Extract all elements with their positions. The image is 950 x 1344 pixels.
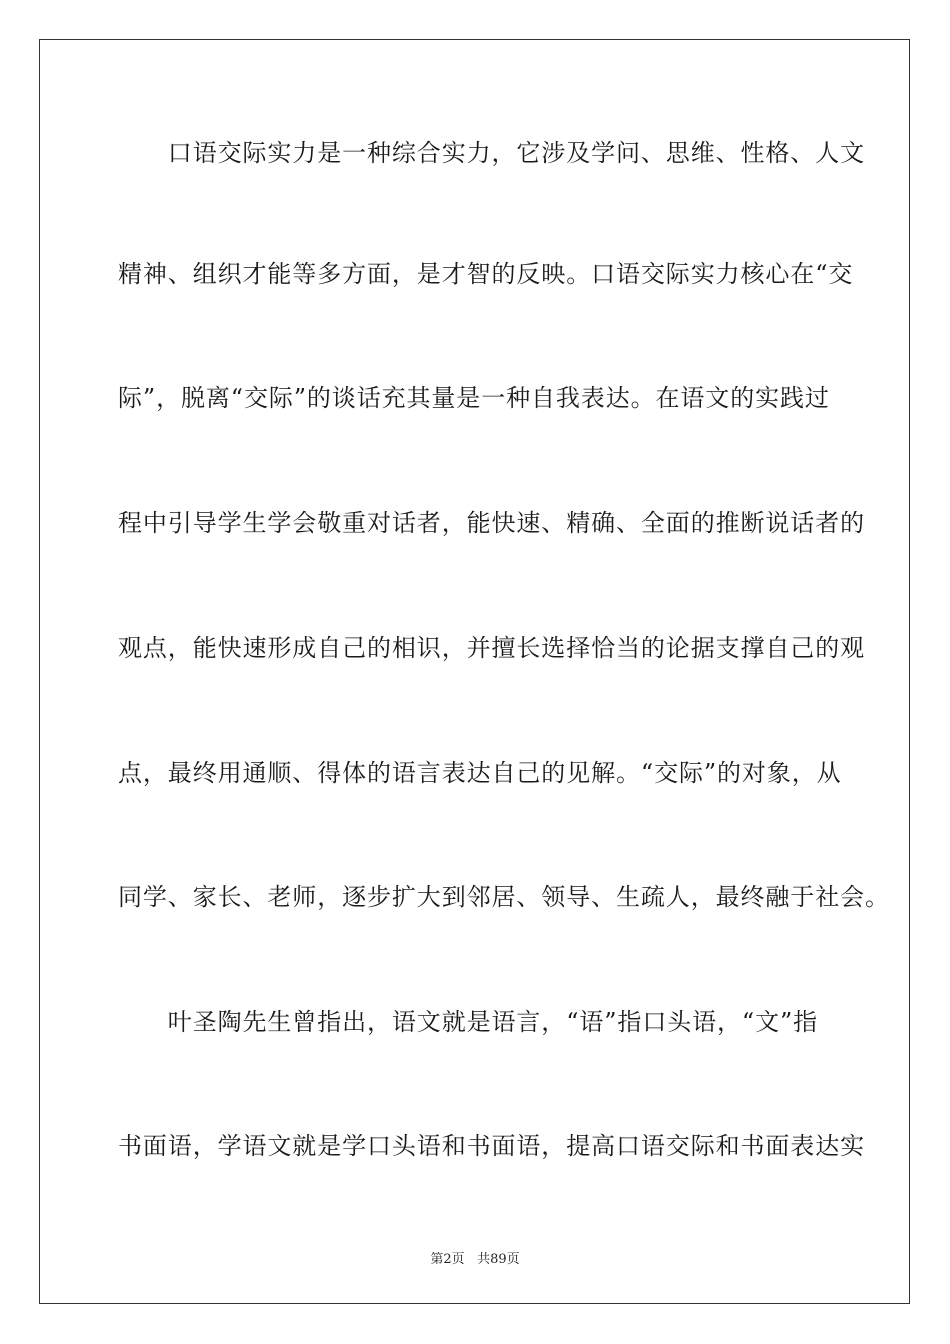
text-line: 口语交际实力是一种综合实力，它涉及学问、思维、性格、人文 <box>118 139 865 167</box>
text-line: 叶圣陶先生曾指出，语文就是语言，“语”指口头语，“文”指 <box>118 1008 819 1036</box>
text-line: 点，最终用通顺、得体的语言表达自己的见解。“交际”的对象，从 <box>118 759 842 787</box>
page-border <box>39 39 910 1304</box>
text-line: 观点，能快速形成自己的相识，并擅长选择恰当的论据支撑自己的观 <box>118 634 865 662</box>
current-page-label: 第2页 <box>430 1252 465 1267</box>
text-line: 书面语，学语文就是学口头语和书面语，提高口语交际和书面表达实 <box>118 1132 865 1160</box>
text-line: 精神、组织才能等多方面，是才智的反映。口语交际实力核心在“交 <box>118 260 854 288</box>
text-line: 程中引导学生学会敬重对话者，能快速、精确、全面的推断说话者的 <box>118 509 865 537</box>
text-line: 同学、家长、老师，逐步扩大到邻居、领导、生疏人，最终融于社会。 <box>118 883 890 911</box>
text-line: 际”，脱离“交际”的谈话充其量是一种自我表达。在语文的实践过 <box>118 384 830 412</box>
page-footer <box>0 1248 950 1267</box>
total-pages-label: 共89页 <box>477 1252 520 1267</box>
